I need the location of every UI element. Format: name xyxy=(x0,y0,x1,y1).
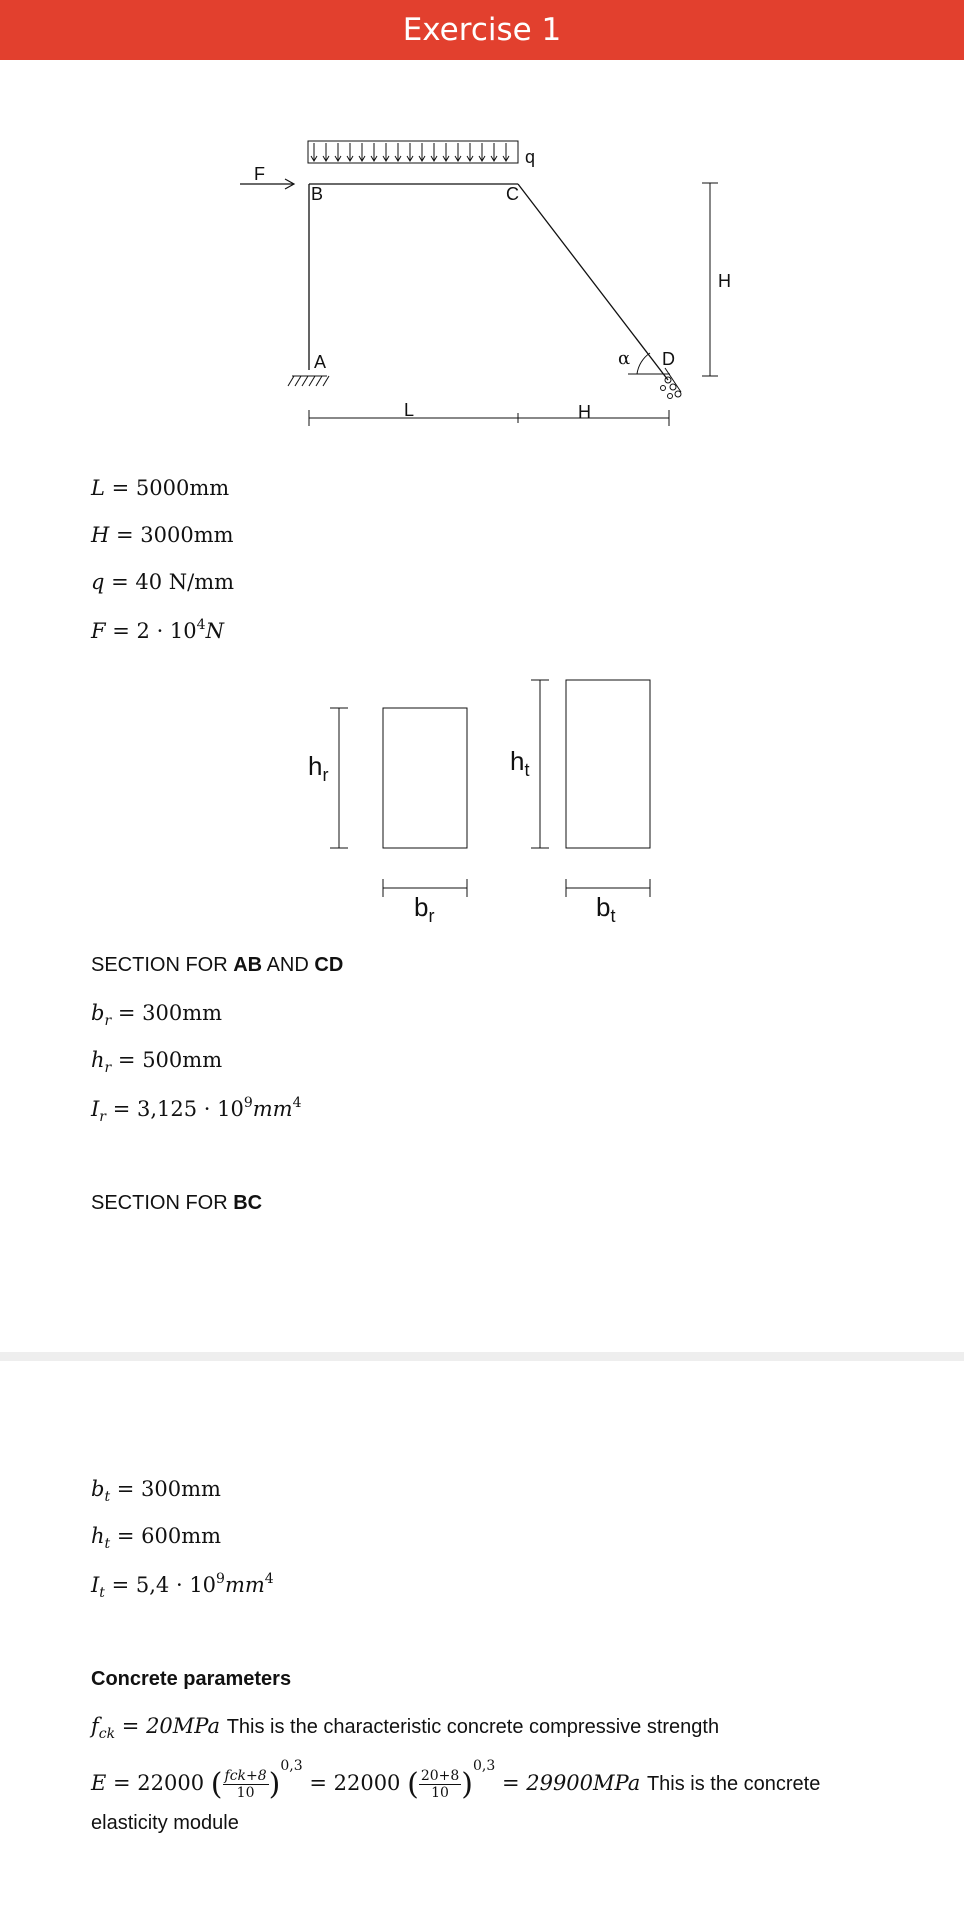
concrete-elastic-modulus: E = 22000 ( $\frac{\text{fck+8}}{10}$ )$^{0,3}$ = 22000 ( $\frac{20+8}{10}$ )$^{0,3}$ = 29900MPa This is the concrete xyxy=(91,1758,821,1802)
section-ab-cd-heading: SECTION FOR AB AND CD xyxy=(91,954,344,976)
angle-arc xyxy=(637,353,650,374)
section-t-height-label: $h_t$ xyxy=(510,746,530,780)
section-t-height: $h_t = 600mm$ xyxy=(91,1524,222,1552)
concrete-fck: $f_{ck} = 20MPa$ This is the characteristic concrete compressive strength xyxy=(91,1714,720,1742)
roller-support-d xyxy=(628,368,681,399)
load-q-label: q xyxy=(525,147,536,167)
given-l: L = 5000mm xyxy=(91,476,230,500)
section-r-inertia: $I_r = 3,125 \cdot 10^9mm^4$ xyxy=(91,1095,302,1125)
given-q: q = 40 N/mm xyxy=(91,570,235,594)
concrete-heading: Concrete parameters xyxy=(91,1668,292,1690)
section-r-width: $b_r = 300mm$ xyxy=(91,1001,223,1029)
section-t-width-label: $b_t$ xyxy=(596,892,616,926)
section-r-drawing xyxy=(330,708,467,897)
angle-alpha-label: α xyxy=(618,348,631,369)
page-separator xyxy=(0,1352,964,1361)
concrete-elastic-note: elasticity module xyxy=(91,1812,239,1834)
frame-members xyxy=(309,184,668,380)
section-t-width: $b_t = 300mm$ xyxy=(91,1477,221,1505)
section-r-height: $h_r = 500mm$ xyxy=(91,1048,223,1076)
dim-l-label: L xyxy=(404,400,415,420)
section-t-drawing xyxy=(531,680,650,897)
node-d-label: D xyxy=(662,349,675,369)
section-r-width-label: $b_r$ xyxy=(414,892,435,926)
node-b-label: B xyxy=(311,184,324,204)
section-bc-heading: SECTION FOR BC xyxy=(91,1192,263,1214)
fixed-support-a xyxy=(288,376,329,386)
force-f-label: F xyxy=(254,164,265,184)
given-h: H = 3000mm xyxy=(91,523,234,547)
height-dimension xyxy=(702,183,718,376)
section-r-height-label: $h_r$ xyxy=(308,751,329,785)
page-title: Exercise 1 xyxy=(402,12,562,48)
section-t-inertia: $I_t = 5,4 \cdot 10^9mm^4$ xyxy=(91,1571,274,1601)
node-a-label: A xyxy=(314,352,327,372)
distributed-load xyxy=(308,141,518,163)
force-arrow xyxy=(240,179,294,189)
given-f: $F = 2 \cdot 10^4N$ xyxy=(91,617,224,643)
dim-h-label: H xyxy=(578,402,591,422)
node-c-label: C xyxy=(506,184,519,204)
length-dimension xyxy=(309,410,669,426)
dim-h-side-label: H xyxy=(718,271,731,291)
